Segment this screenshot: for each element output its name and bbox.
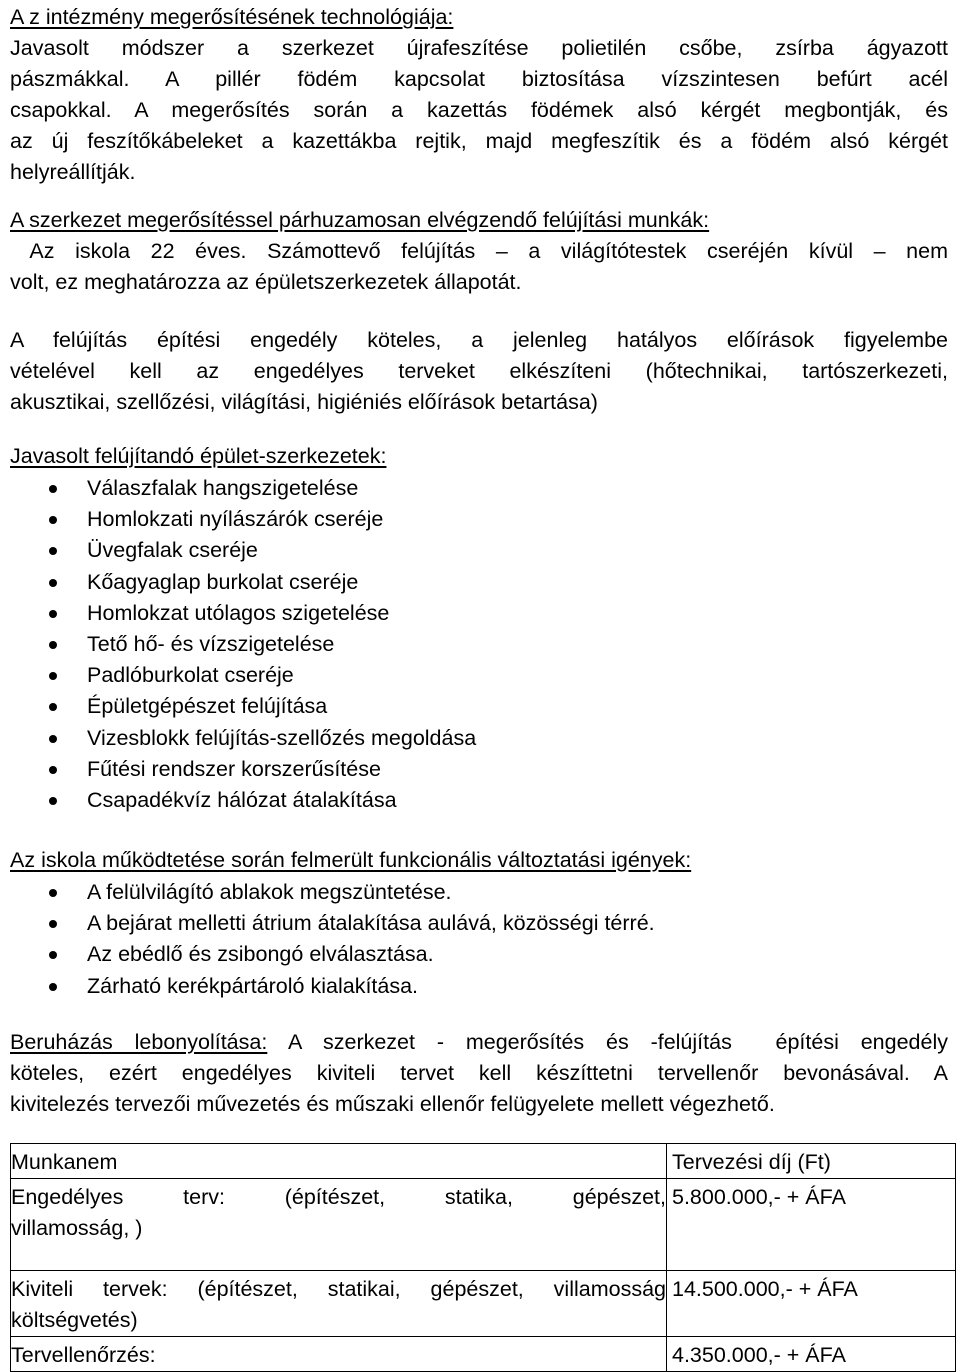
work-line: Engedélyes terv: (építészet, statika, gépészet,	[11, 1185, 666, 1209]
list-item: Homlokzat utólagos szigetelése	[10, 598, 948, 629]
list-item: Csapadékvíz hálózat átalakítása	[10, 785, 948, 816]
technology-line: Javasolt módszer a szerkezet újrafeszítése polietilén csőbe, zsírba ágyazott	[10, 36, 948, 60]
list-item: Válaszfalak hangszigetelése	[10, 473, 948, 504]
list-item: A felülvilágító ablakok megszüntetése.	[10, 877, 948, 908]
cost-table	[10, 1143, 956, 1372]
work-line: Kiviteli tervek: (építészet, statikai, gépészet, villamosság	[11, 1277, 666, 1301]
list-item: Padlóburkolat cseréje	[10, 660, 948, 691]
list-item: Tető hő- és vízszigetelése	[10, 629, 948, 660]
technology-line: csapokkal. A megerősítés során a kazettás födémek alsó kérgét megbontják, és	[10, 98, 948, 122]
functional-section	[10, 845, 948, 1002]
investment-line-3: kivitelezés tervezői művezetés és műszaki ellenőr felügyelete mellett végezhető.	[10, 1092, 775, 1116]
technology-section	[10, 2, 948, 188]
permit-line: A felújítás építési engedély köteles, a jelenleg hatályos előírások figyelembe	[10, 328, 948, 352]
list-item: Fűtési rendszer korszerűsítése	[10, 754, 948, 785]
fee-cell: 5.800.000,- + ÁFA	[667, 1179, 956, 1271]
technology-line: az új feszítőkábeleket a kazettákba rejtik, majd megfeszítik és a födém alsó kérgét	[10, 129, 948, 153]
list-item: Kőagyaglap burkolat cseréje	[10, 567, 948, 598]
work-line: villamosság, )	[11, 1216, 143, 1240]
list-item: Homlokzati nyílászárók cseréje	[10, 504, 948, 535]
work-cell: Tervellenőrzés:	[11, 1337, 667, 1372]
investment-line-2: köteles, ezért engedélyes kiviteli tervet kell készíttetni tervellenőr bevonásával. A	[10, 1061, 948, 1085]
investment-label: Beruházás lebonyolítása:	[10, 1030, 268, 1054]
structures-list	[10, 473, 948, 816]
parallel-works-line: volt, ez meghatározza az épületszerkezetek állapotát.	[10, 270, 522, 294]
work-cell	[11, 1271, 667, 1337]
list-item: Zárható kerékpártároló kialakítása.	[10, 971, 948, 1002]
permit-section	[10, 325, 948, 418]
table-row	[11, 1179, 956, 1271]
structures-section	[10, 441, 948, 816]
table-header-row	[11, 1144, 956, 1179]
technology-heading: A z intézmény megerősítésének technológiája:	[10, 5, 454, 29]
functional-list	[10, 877, 948, 1002]
permit-line: akusztikai, szellőzési, világítási, higiéniés előírások betartása)	[10, 390, 598, 414]
fee-cell: 4.350.000,- + ÁFA	[667, 1337, 956, 1372]
table-row	[11, 1271, 956, 1337]
technology-line: helyreállítják.	[10, 160, 136, 184]
structures-heading: Javasolt felújítandó épület-szerkezetek:	[10, 444, 387, 468]
header-work: Munkanem	[11, 1144, 667, 1179]
investment-section	[10, 1027, 948, 1120]
permit-line: vételével kell az engedélyes terveket elkészíteni (hőtechnikai, tartószerkezeti,	[10, 359, 948, 383]
technology-line: pászmákkal. A pillér födém kapcsolat biztosítása vízszintesen befúrt acél	[10, 67, 948, 91]
list-item: Vizesblokk felújítás-szellőzés megoldása	[10, 723, 948, 754]
investment-text: A szerkezet - megerősítés és -felújítás építési engedély	[267, 1030, 948, 1054]
fee-cell: 14.500.000,- + ÁFA	[667, 1271, 956, 1337]
table-row	[11, 1337, 956, 1372]
parallel-works-section	[10, 205, 948, 298]
functional-heading: Az iskola működtetése során felmerült funkcionális változtatási igények:	[10, 848, 692, 872]
parallel-works-line: Az iskola 22 éves. Számottevő felújítás – a világítótestek cseréjén kívül – nem	[10, 239, 948, 263]
parallel-works-heading: A szerkezet megerősítéssel párhuzamosan elvégzendő felújítási munkák:	[10, 208, 710, 232]
header-fee: Tervezési díj (Ft)	[667, 1144, 956, 1179]
list-item: Üvegfalak cseréje	[10, 535, 948, 566]
list-item: Épületgépészet felújítása	[10, 691, 948, 722]
list-item: Az ebédlő és zsibongó elválasztása.	[10, 939, 948, 970]
work-line: költségvetés)	[11, 1308, 138, 1332]
work-cell	[11, 1179, 667, 1271]
list-item: A bejárat melletti átrium átalakítása aulává, közösségi térré.	[10, 908, 948, 939]
investment-line-1	[10, 1027, 948, 1058]
